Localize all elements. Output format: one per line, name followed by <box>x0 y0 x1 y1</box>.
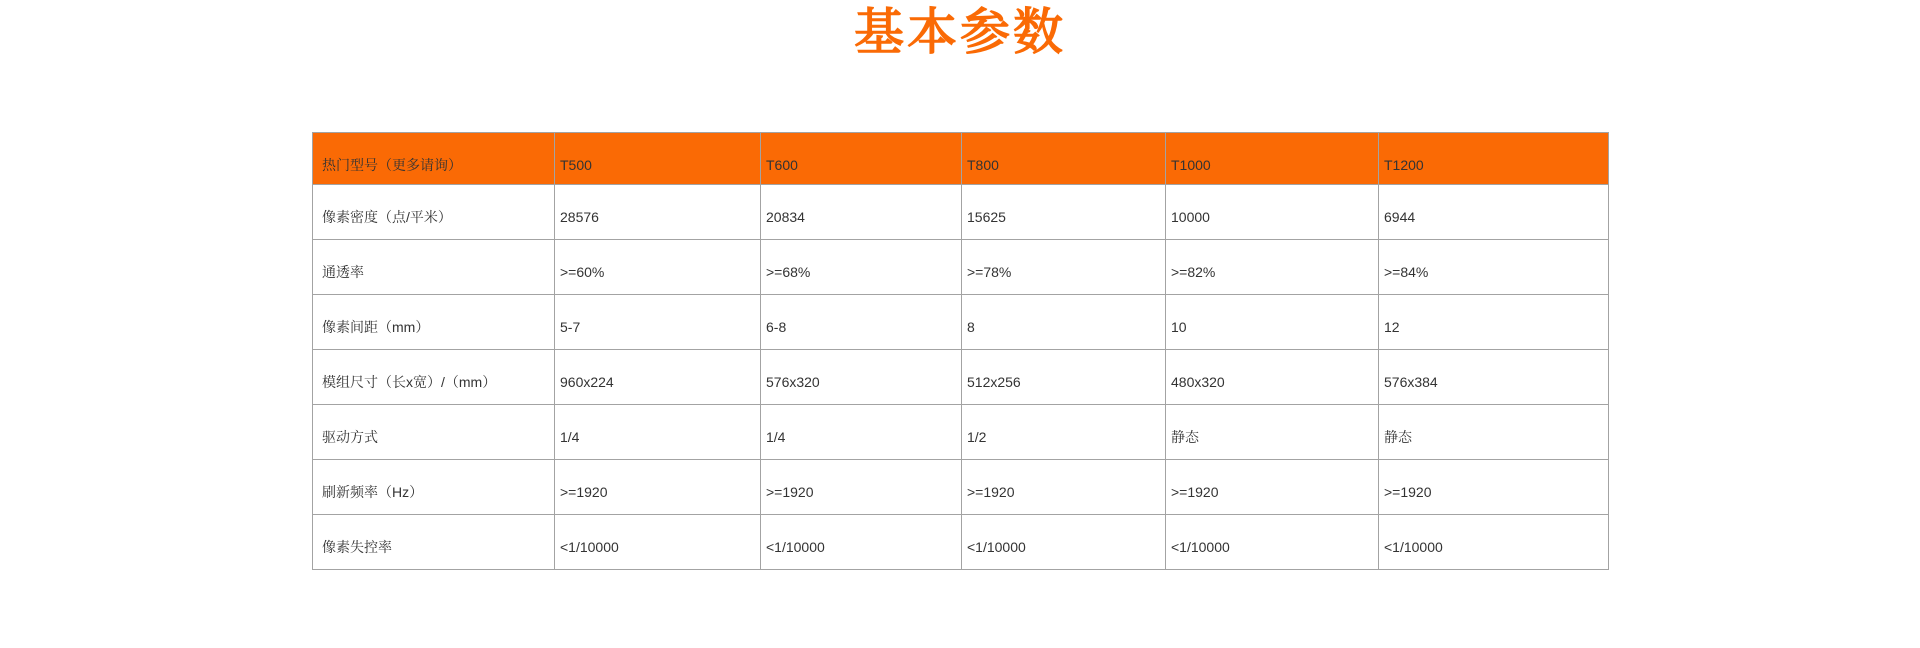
spec-cell: 5-7 <box>555 295 761 350</box>
table-row-drive-mode <box>313 405 1609 460</box>
header-model-t500: T500 <box>555 133 761 185</box>
header-model-t600: T600 <box>761 133 962 185</box>
row-label: 通透率 <box>313 240 555 295</box>
row-label: 像素失控率 <box>313 515 555 570</box>
spec-cell: 15625 <box>962 185 1166 240</box>
spec-cell: 1/4 <box>761 405 962 460</box>
table-row-pixel-pitch <box>313 295 1609 350</box>
table-row-pixel-density <box>313 185 1609 240</box>
spec-cell: 10 <box>1166 295 1379 350</box>
table-row-transparency <box>313 240 1609 295</box>
table-row-module-size <box>313 350 1609 405</box>
header-row-label: 热门型号（更多请询） <box>313 133 555 185</box>
table-row-pixel-failure-rate <box>313 515 1609 570</box>
header-model-t800: T800 <box>962 133 1166 185</box>
row-label: 驱动方式 <box>313 405 555 460</box>
specs-table <box>312 132 1609 570</box>
header-model-t1000: T1000 <box>1166 133 1379 185</box>
spec-cell: 1/2 <box>962 405 1166 460</box>
spec-cell: <1/10000 <box>761 515 962 570</box>
spec-cell: 8 <box>962 295 1166 350</box>
row-label: 模组尺寸（长x宽）/（mm） <box>313 350 555 405</box>
spec-cell: <1/10000 <box>962 515 1166 570</box>
spec-cell: <1/10000 <box>1166 515 1379 570</box>
header-model-t1200: T1200 <box>1379 133 1609 185</box>
row-label: 像素密度（点/平米） <box>313 185 555 240</box>
spec-cell: 6-8 <box>761 295 962 350</box>
spec-cell: 480x320 <box>1166 350 1379 405</box>
row-label: 刷新频率（Hz） <box>313 460 555 515</box>
section-title: 基本参数 <box>854 4 1066 60</box>
spec-cell: 10000 <box>1166 185 1379 240</box>
spec-cell: >=60% <box>555 240 761 295</box>
spec-cell: >=1920 <box>1166 460 1379 515</box>
spec-cell: >=78% <box>962 240 1166 295</box>
spec-cell: 静态 <box>1166 405 1379 460</box>
spec-cell: <1/10000 <box>1379 515 1609 570</box>
spec-cell: >=84% <box>1379 240 1609 295</box>
spec-cell: >=1920 <box>962 460 1166 515</box>
spec-cell: 6944 <box>1379 185 1609 240</box>
spec-cell: >=1920 <box>761 460 962 515</box>
spec-cell: >=1920 <box>1379 460 1609 515</box>
row-label: 像素间距（mm） <box>313 295 555 350</box>
table-row-refresh-rate <box>313 460 1609 515</box>
spec-cell: 28576 <box>555 185 761 240</box>
spec-cell: 1/4 <box>555 405 761 460</box>
spec-cell: >=82% <box>1166 240 1379 295</box>
spec-cell: >=1920 <box>555 460 761 515</box>
spec-cell: >=68% <box>761 240 962 295</box>
spec-cell: 静态 <box>1379 405 1609 460</box>
spec-cell: 576x320 <box>761 350 962 405</box>
spec-cell: 20834 <box>761 185 962 240</box>
spec-cell: 512x256 <box>962 350 1166 405</box>
table-header-row <box>313 133 1609 185</box>
spec-cell: <1/10000 <box>555 515 761 570</box>
spec-cell: 12 <box>1379 295 1609 350</box>
spec-cell: 576x384 <box>1379 350 1609 405</box>
spec-cell: 960x224 <box>555 350 761 405</box>
